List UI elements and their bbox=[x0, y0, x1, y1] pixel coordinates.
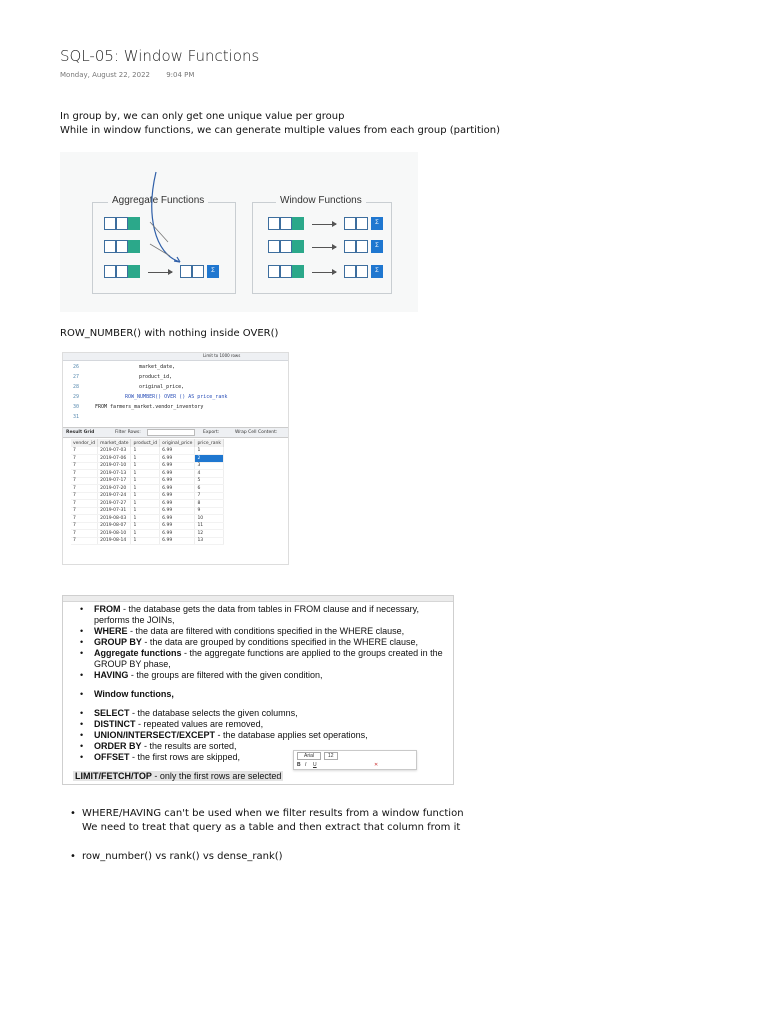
table-row[interactable] bbox=[71, 462, 223, 470]
table-cell: 7 bbox=[195, 492, 224, 500]
table-cell: 1 bbox=[131, 530, 160, 538]
table-cell: 7 bbox=[71, 492, 98, 500]
table-row[interactable] bbox=[71, 492, 223, 500]
table-cell: 6.99 bbox=[160, 462, 195, 470]
table-cell: 6.99 bbox=[160, 537, 195, 545]
table-cell: 7 bbox=[71, 500, 98, 508]
size-select[interactable]: 12 bbox=[324, 752, 338, 760]
table-cell: 1 bbox=[131, 462, 160, 470]
result-grid-tab[interactable]: Result Grid bbox=[66, 430, 95, 435]
intro-line-2: While in window functions, we can generate multiple values from each group (partition) bbox=[60, 125, 501, 136]
table-cell: 1 bbox=[131, 537, 160, 545]
list-item: • WHERE - the data are filtered with conditions specified in the WHERE clause, bbox=[77, 626, 449, 637]
table-row[interactable] bbox=[71, 455, 223, 463]
italic-icon[interactable]: I bbox=[305, 762, 307, 768]
row-number-caption: ROW_NUMBER() with nothing inside OVER() bbox=[60, 328, 279, 339]
list-item: • GROUP BY - the data are grouped by conditions specified in the WHERE clause, bbox=[77, 637, 449, 648]
table-row[interactable] bbox=[71, 537, 223, 545]
note-bullet-2: • row_number() vs rank() vs dense_rank() bbox=[70, 851, 283, 862]
table-cell: 2019-07-24 bbox=[98, 492, 131, 500]
table-row[interactable] bbox=[71, 515, 223, 523]
list-item: • UNION/INTERSECT/EXCEPT - the database applies set operations, bbox=[77, 730, 449, 741]
table-cell: 1 bbox=[131, 447, 160, 455]
table-row[interactable] bbox=[71, 485, 223, 493]
table-cell: 2019-07-13 bbox=[98, 470, 131, 478]
table-cell: 12 bbox=[195, 530, 224, 538]
table-cell: 2019-08-14 bbox=[98, 537, 131, 545]
table-row[interactable] bbox=[71, 522, 223, 530]
table-row[interactable] bbox=[71, 447, 223, 455]
bullet-icon: • bbox=[70, 808, 76, 819]
font-select[interactable]: Arial bbox=[297, 752, 321, 760]
table-row[interactable] bbox=[71, 470, 223, 478]
table-cell: 6.99 bbox=[160, 485, 195, 493]
underline-icon[interactable]: U bbox=[313, 762, 317, 768]
table-cell: 6.99 bbox=[160, 477, 195, 485]
list-item: • Aggregate functions - the aggregate functions are applied to the groups created in the GROUP BY phase, bbox=[77, 648, 449, 670]
table-cell: 7 bbox=[71, 447, 98, 455]
table-cell: 7 bbox=[71, 507, 98, 515]
list-item: • OFFSET - the first rows are skipped, bbox=[77, 752, 449, 763]
table-cell: 6.99 bbox=[160, 522, 195, 530]
table-cell: 2019-07-27 bbox=[98, 500, 131, 508]
curved-arrow-icon bbox=[146, 164, 186, 274]
aggregate-label: Aggregate Functions bbox=[108, 195, 208, 206]
list-item: • ORDER BY - the results are sorted, bbox=[77, 741, 449, 752]
table-row[interactable] bbox=[71, 507, 223, 515]
table-cell: 10 bbox=[195, 515, 224, 523]
export-button[interactable]: Export: bbox=[203, 430, 220, 435]
page-title: SQL-05: Window Functions bbox=[60, 47, 260, 65]
intro-line-1: In group by, we can only get one unique value per group bbox=[60, 111, 345, 122]
table-cell: 1 bbox=[131, 492, 160, 500]
clause-order-screenshot bbox=[62, 595, 454, 785]
table-cell: 13 bbox=[195, 537, 224, 545]
table-cell: 6.99 bbox=[160, 507, 195, 515]
aggregate-vs-window-diagram: Aggregate Functions Window Functions Σ Σ Σ Σ bbox=[60, 152, 418, 312]
table-cell: 7 bbox=[71, 462, 98, 470]
table-cell: 7 bbox=[71, 522, 98, 530]
table-cell: 7 bbox=[71, 477, 98, 485]
table-cell: 6.99 bbox=[160, 470, 195, 478]
window-label: Window Functions bbox=[276, 195, 366, 206]
table-row[interactable] bbox=[71, 530, 223, 538]
table-cell: 2019-07-17 bbox=[98, 477, 131, 485]
table-cell: 7 bbox=[71, 470, 98, 478]
table-cell: 6.99 bbox=[160, 530, 195, 538]
table-cell: 11 bbox=[195, 522, 224, 530]
table-cell: 6.99 bbox=[160, 455, 195, 463]
list-item: • SELECT - the database selects the given columns, bbox=[77, 708, 449, 719]
formatting-mini-toolbar[interactable] bbox=[293, 750, 417, 770]
table-cell: 6.99 bbox=[160, 492, 195, 500]
table-cell: 1 bbox=[131, 515, 160, 523]
table-cell: 6.99 bbox=[160, 500, 195, 508]
bold-icon[interactable]: B bbox=[297, 762, 301, 768]
sql-editor-screenshot bbox=[62, 352, 289, 565]
table-cell: 2019-08-03 bbox=[98, 515, 131, 523]
table-cell: 1 bbox=[131, 470, 160, 478]
result-toolbar bbox=[63, 427, 288, 438]
table-cell: 6.99 bbox=[160, 447, 195, 455]
table-cell: 1 bbox=[131, 455, 160, 463]
editor-toolbar: Limit to 1000 rows bbox=[63, 353, 288, 361]
result-grid: vendor_id market_date product_id original_price price_rank 7 2019-07-03 1 6.99 1 7 2019-07-06 1 6.99 2 7 2019-07-10 1 6.99 3 7 2019-07-13 1 6.99 4 7 2019-07-17 1 6.99 5 7 2019-07-20 1 6.99 6 7 2019-07-24 1 6.99 7 7 2019-07-27 1 6.99 8 7 2019-07-31 1 6.99 9 7 2019-08-03 1 6.99 10 7 2019-08-07 1 6.99 11 7 2019-08-10 1 6.99 12 7 2019-08-14 1 6.99 13 bbox=[71, 439, 224, 545]
table-cell: 6.99 bbox=[160, 515, 195, 523]
bullet-icon: • bbox=[70, 851, 76, 862]
table-cell: 1 bbox=[131, 522, 160, 530]
clear-format-icon[interactable]: ✕ bbox=[374, 762, 379, 768]
note-bullet-1: • WHERE/HAVING can't be used when we filter results from a window function We need to treat that query as a table and then extract that column from it bbox=[70, 808, 464, 833]
list-item: • HAVING - the groups are filtered with the given condition, bbox=[77, 670, 449, 681]
table-cell: 1 bbox=[195, 447, 224, 455]
clause-order-list bbox=[77, 604, 449, 763]
table-cell: 2019-07-10 bbox=[98, 462, 131, 470]
table-cell: 8 bbox=[195, 500, 224, 508]
table-cell: 1 bbox=[131, 500, 160, 508]
filter-rows-input[interactable] bbox=[147, 429, 195, 436]
page-date: Monday, August 22, 2022 bbox=[60, 71, 150, 79]
table-cell: 7 bbox=[71, 515, 98, 523]
table-cell: 1 bbox=[131, 507, 160, 515]
table-cell: 7 bbox=[71, 455, 98, 463]
table-row[interactable] bbox=[71, 500, 223, 508]
table-cell: 2019-07-03 bbox=[98, 447, 131, 455]
list-item: • Window functions, bbox=[77, 689, 449, 700]
page-time: 9:04 PM bbox=[166, 71, 195, 79]
table-cell: 1 bbox=[131, 485, 160, 493]
table-cell: 1 bbox=[131, 477, 160, 485]
page-meta bbox=[60, 71, 194, 79]
table-cell: 2 bbox=[195, 455, 224, 463]
table-cell: 3 bbox=[195, 462, 224, 470]
table-row[interactable] bbox=[71, 477, 223, 485]
list-item: • FROM - the database gets the data from tables in FROM clause and if necessary, performs the JOINs, bbox=[77, 604, 449, 626]
table-cell: 7 bbox=[71, 485, 98, 493]
filter-rows-label: Filter Rows: bbox=[115, 430, 141, 435]
table-cell: 9 bbox=[195, 507, 224, 515]
arrow-icon bbox=[312, 247, 336, 248]
table-cell: 6 bbox=[195, 485, 224, 493]
table-cell: 2019-07-31 bbox=[98, 507, 131, 515]
table-cell: 7 bbox=[71, 537, 98, 545]
table-cell: 4 bbox=[195, 470, 224, 478]
table-cell: 2019-07-20 bbox=[98, 485, 131, 493]
table-cell: 2019-08-10 bbox=[98, 530, 131, 538]
table-cell: 5 bbox=[195, 477, 224, 485]
arrow-icon bbox=[312, 272, 336, 273]
table-cell: 7 bbox=[71, 530, 98, 538]
list-item: • DISTINCT - repeated values are removed, bbox=[77, 719, 449, 730]
wrap-cell-toggle[interactable]: Wrap Cell Content: bbox=[235, 430, 278, 435]
clause-limit: LIMIT/FETCH/TOP - only the first rows are selected bbox=[75, 771, 282, 781]
arrow-icon bbox=[312, 224, 336, 225]
table-cell: 2019-07-06 bbox=[98, 455, 131, 463]
table-cell: 2019-08-07 bbox=[98, 522, 131, 530]
code-editor[interactable]: 26 market_date, 27 product_id, 28 original_price, 29 ROW_NUMBER() OVER () AS price_rank 30 FROM farmers_market.vendor_inventory 31 bbox=[63, 361, 288, 427]
